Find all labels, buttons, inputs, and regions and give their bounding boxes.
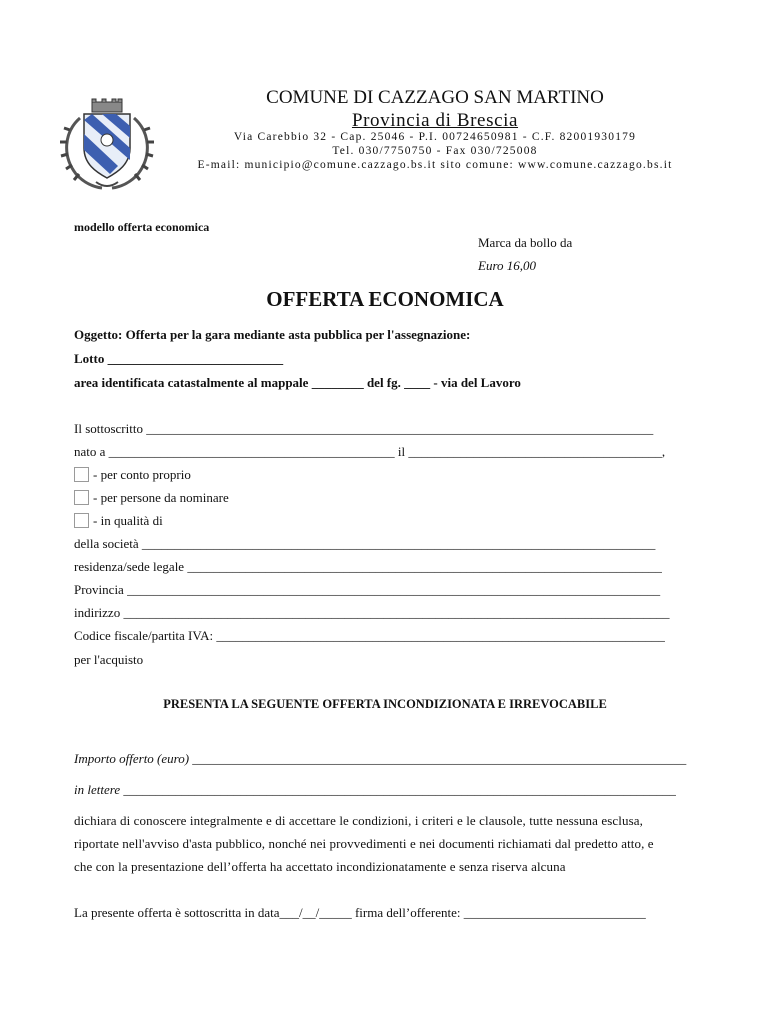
- model-label: modello offerta economica: [74, 220, 210, 234]
- registered-office-field[interactable]: residenza/sede legale _________________________________________________________________________: [74, 559, 662, 574]
- province-name: Provincia di Brescia: [351, 110, 519, 131]
- capacity-of-checkbox[interactable]: [74, 513, 89, 528]
- purchase-label: per l'acquisto: [74, 652, 144, 667]
- declaration-line-2: riportate nell'avviso d'asta pubblico, nonché nei provvedimenti e nei documenti richiamati dal predetto atto, e: [74, 836, 654, 851]
- undersigned-field[interactable]: Il sottoscritto ______________________________________________________________________________: [74, 421, 654, 436]
- signature-date-field[interactable]: La presente offerta è sottoscritta in data___/__/_____ firma dell’offerente: ____________________________: [74, 905, 646, 920]
- municipal-crest: [58, 98, 156, 192]
- province-field[interactable]: Provincia __________________________________________________________________________________: [74, 582, 661, 597]
- stamp-amount: Euro 16,00: [478, 258, 537, 273]
- lot-field[interactable]: Lotto ___________________________: [74, 351, 284, 366]
- persons-to-nominate-checkbox[interactable]: [74, 490, 89, 505]
- municipality-name: COMUNE DI CAZZAGO SAN MARTINO: [266, 87, 604, 108]
- crest-icon: [58, 98, 156, 192]
- subject-line: Oggetto: Offerta per la gara mediante asta pubblica per l'assegnazione:: [74, 327, 471, 342]
- municipality-phone-fax: Tel. 030/7750750 - Fax 030/725008: [332, 145, 538, 157]
- municipality-email-site: E-mail: municipio@comune.cazzago.bs.it sito comune: www.comune.cazzago.bs.it: [197, 159, 673, 171]
- company-field[interactable]: della società _______________________________________________________________________________: [74, 536, 656, 551]
- declaration-line-1: dichiara di conoscere integralmente e di accettare le condizioni, i criteri e le clausole, tutte nessuna esclusa,: [74, 813, 643, 828]
- offer-statement-heading: PRESENTA LA SEGUENTE OFFERTA INCONDIZIONATA E IRREVOCABILE: [163, 697, 607, 711]
- municipality-address: Via Carebbio 32 - Cap. 25046 - P.I. 00724650981 - C.F. 82001930179: [233, 131, 637, 143]
- own-account-label: - per conto proprio: [93, 467, 191, 482]
- own-account-checkbox[interactable]: [74, 467, 89, 482]
- tax-code-field[interactable]: Codice fiscale/partita IVA: _____________________________________________________________________: [74, 628, 665, 643]
- cadastral-area-field[interactable]: area identificata catastalmente al mappale ________ del fg. ____ - via del Lavoro: [74, 375, 521, 390]
- declaration-line-3: che con la presentazione dell’offerta ha accettato incondizionatamente e senza riserva alcuna: [74, 859, 566, 874]
- persons-to-nominate-label: - per persone da nominare: [93, 490, 229, 505]
- amount-in-words-field[interactable]: in lettere _____________________________________________________________________________________: [74, 782, 676, 797]
- offered-amount-field[interactable]: Importo offerto (euro) ____________________________________________________________________________: [74, 751, 687, 766]
- capacity-of-label: - in qualità di: [93, 513, 163, 528]
- birthplace-date-field[interactable]: nato a ____________________________________________ il _______________________________________,: [74, 444, 666, 459]
- document-title: OFFERTA ECONOMICA: [266, 287, 504, 311]
- stamp-label: Marca da bollo da: [478, 235, 573, 250]
- address-field[interactable]: indirizzo ____________________________________________________________________________________: [74, 605, 670, 620]
